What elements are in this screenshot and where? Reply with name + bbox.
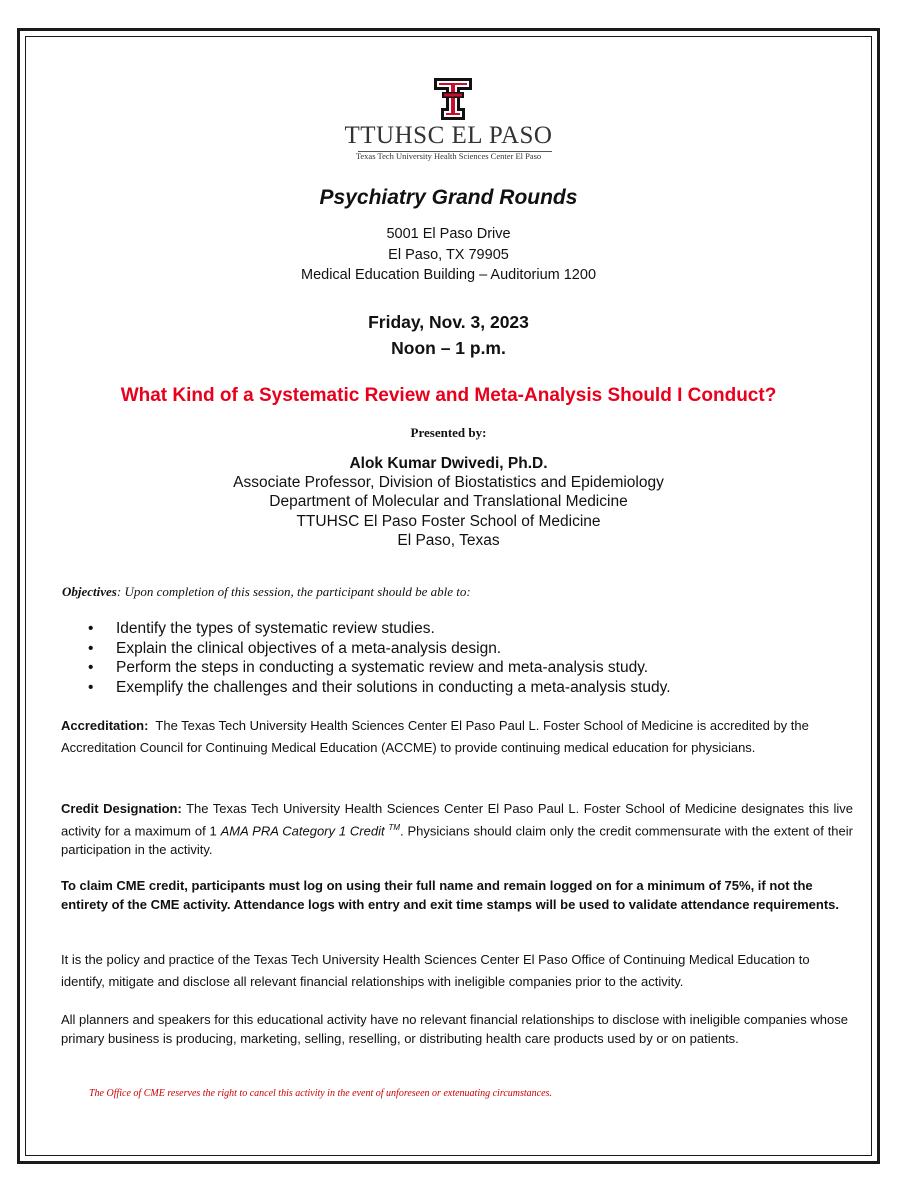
bullet-icon: • — [88, 620, 94, 637]
accreditation-paragraph — [61, 715, 853, 758]
list-item — [88, 619, 671, 639]
objectives-label: Objectives — [62, 584, 117, 599]
disclosure-paragraph: All planners and speakers for this educational activity have no relevant financial relationships to disclose with ineligible companies whose primary business is producing, marketing, selling, reselling, or distributing health care products used by or on patients. — [61, 1012, 848, 1046]
credit-text-after: . Physicians should claim only the credit commensurate with the extent of their participation in the activity. — [61, 823, 853, 858]
double-t-logo-icon — [433, 77, 473, 121]
speaker-affiliation: Associate Professor, Division of Biostatistics and Epidemiology — [233, 474, 664, 491]
talk-title: What Kind of a Systematic Review and Meta-Analysis Should I Conduct? — [120, 385, 777, 406]
credit-category: AMA PRA Category 1 Credit — [220, 823, 385, 839]
bullet-icon: • — [88, 659, 94, 676]
brand-subtitle: Texas Tech University Health Sciences Center El Paso — [355, 151, 542, 161]
event-date: Friday, Nov. 3, 2023 — [368, 312, 529, 332]
trademark-mark: TM — [388, 823, 401, 832]
speaker-name: Alok Kumar Dwivedi, Ph.D. — [349, 455, 548, 472]
event-series-title: Psychiatry Grand Rounds — [319, 186, 578, 209]
list-item-text: Exemplify the challenges and their solutions in conducting a meta-analysis study. — [116, 678, 671, 696]
speaker-affiliation: Department of Molecular and Translational Medicine — [269, 493, 628, 510]
list-item-text: Explain the clinical objectives of a meta-analysis design. — [116, 639, 502, 657]
address-line: El Paso, TX 79905 — [388, 247, 509, 263]
bullet-icon: • — [88, 678, 94, 696]
address-line: Medical Education Building – Auditorium 1200 — [300, 267, 597, 283]
speaker-affiliation: El Paso, Texas — [397, 532, 500, 549]
objectives-list — [88, 619, 671, 697]
credit-text: The Texas Tech University Health Sciences Center El Paso Paul L. Foster School of Medicine designates this live activity for a maximum of 1 — [61, 801, 853, 839]
list-item-text: Perform the steps in conducting a systematic review and meta-analysis study. — [116, 659, 649, 676]
list-item — [88, 678, 671, 698]
credit-label: Credit Designation: — [61, 801, 182, 816]
accreditation-label: Accreditation: — [61, 718, 149, 733]
cancellation-disclaimer: The Office of CME reserves the right to cancel this activity in the event of unforeseen or extenuating circumstances. — [89, 1088, 552, 1099]
speaker-affiliation: TTUHSC El Paso Foster School of Medicine — [296, 513, 601, 530]
accreditation-text: The Texas Tech University Health Sciences Center El Paso Paul L. Foster School of Medicine is accredited by the Accreditation Council for Continuing Medical Education (ACCME) to provide continuing medical education for physicians. — [61, 718, 809, 755]
address-line: 5001 El Paso Drive — [386, 226, 511, 242]
brand-name: TTUHSC EL PASO — [344, 122, 553, 149]
event-time: Noon – 1 p.m. — [391, 338, 506, 358]
objectives-intro — [62, 584, 471, 600]
objectives-intro-text: : Upon completion of this session, the participant should be able to: — [116, 584, 471, 599]
claim-credit-notice: To claim CME credit, participants must log on using their full name and remain logged on for a minimum of 75%, if not the entirety of the CME activity. Attendance logs with entry and exit time stamps will be used to validate attendance requirements. — [61, 878, 840, 912]
list-item — [88, 658, 671, 678]
list-item-text: Identify the types of systematic review studies. — [116, 620, 435, 637]
bullet-icon: • — [88, 639, 94, 657]
list-item — [88, 639, 671, 659]
policy-paragraph: It is the policy and practice of the Texas Tech University Health Sciences Center El Paso Office of Continuing Medical Education to identify, mitigate and disclose all relevant financial relationships with ineligible companies prior to the activity. — [61, 952, 810, 989]
presented-by-label: Presented by: — [410, 425, 487, 440]
credit-designation-paragraph — [61, 799, 853, 859]
